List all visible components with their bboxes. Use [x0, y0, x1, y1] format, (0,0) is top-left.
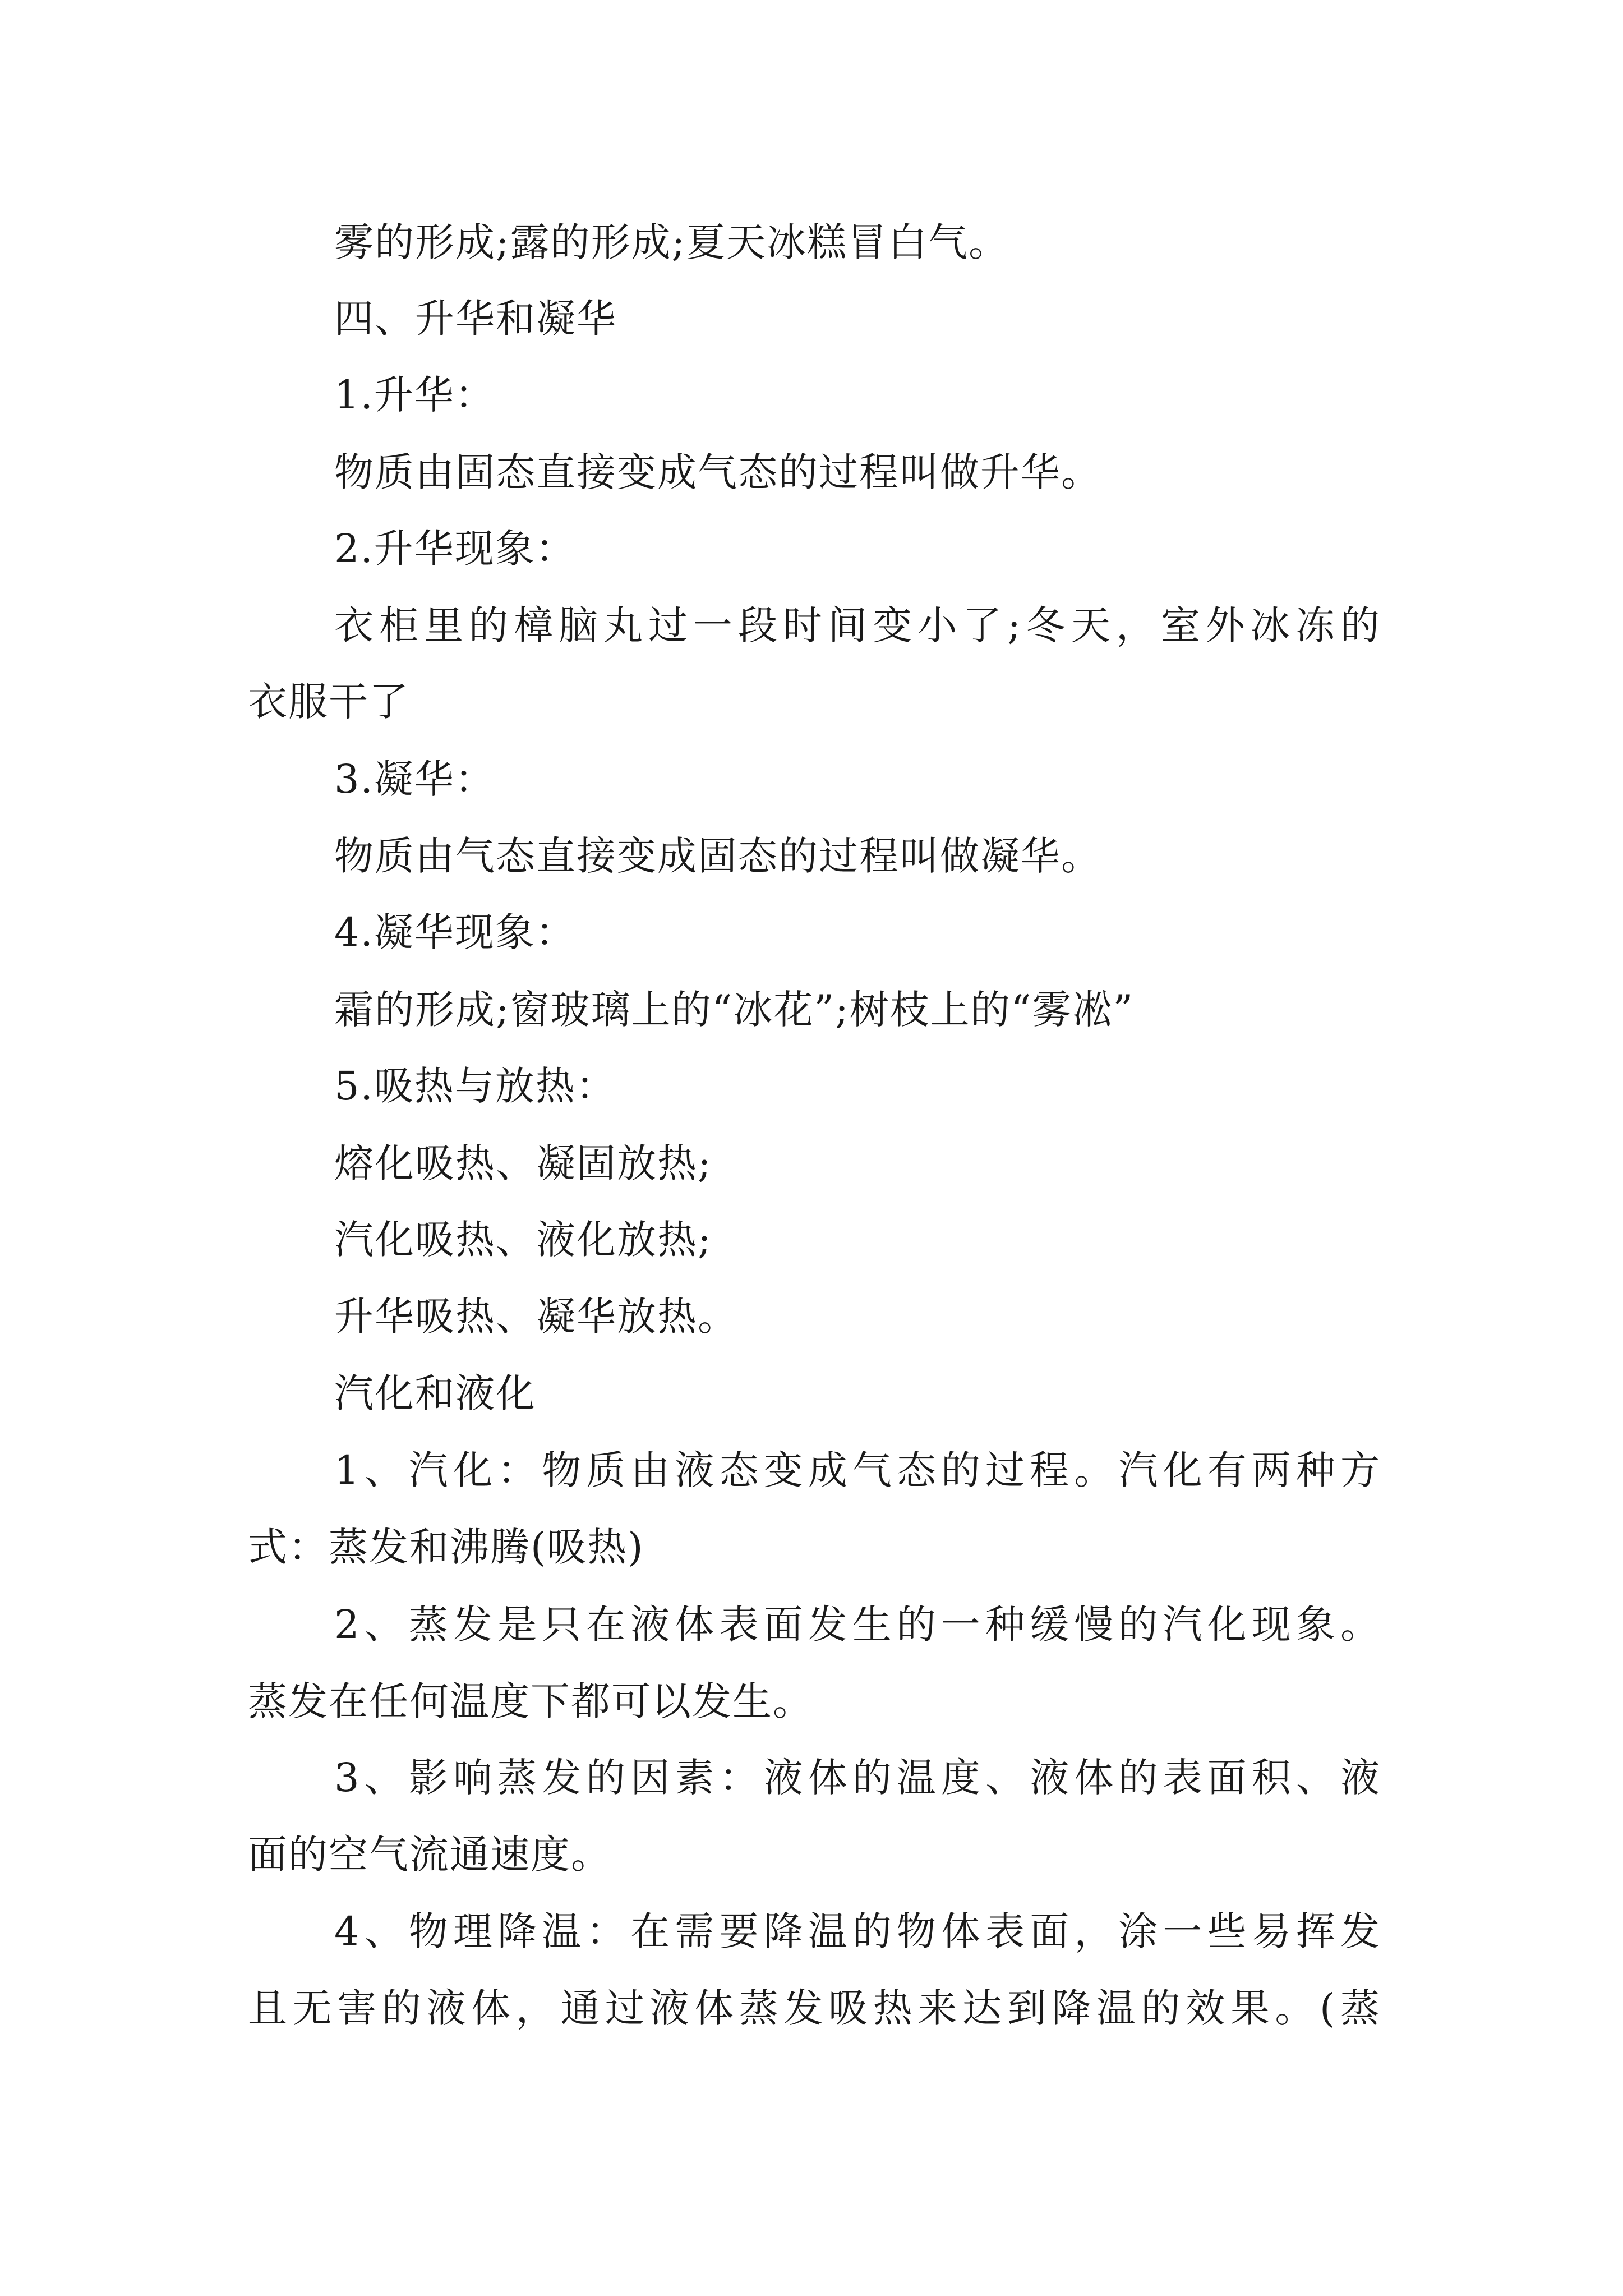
text-line: 霜的形成;窗玻璃上的“冰花”;树枝上的“雾凇” — [334, 987, 1135, 1033]
text-line: 衣服干了 — [248, 679, 409, 725]
text-line: 式：蒸发和沸腾(吸热) — [248, 1524, 644, 1570]
text-line: 3、影响蒸发的因素：液体的温度、液体的表面积、液 — [334, 1755, 1381, 1801]
section-heading: 四、升华和凝华 — [334, 296, 617, 342]
subheading: 3.凝华： — [334, 756, 495, 802]
text-line: 蒸发在任何温度下都可以发生。 — [248, 1678, 813, 1724]
text-line: 2、蒸发是只在液体表面发生的一种缓慢的汽化现象。 — [334, 1602, 1381, 1648]
text-line: 物质由气态直接变成固态的过程叫做凝华。 — [334, 833, 1101, 879]
text-line: 衣柜里的樟脑丸过一段时间变小了;冬天，室外冰冻的 — [334, 602, 1381, 648]
subheading: 1.升华： — [334, 372, 495, 418]
subheading: 4.凝华现象： — [334, 909, 576, 955]
text-line: 1、汽化：物质由液态变成气态的过程。汽化有两种方 — [334, 1447, 1381, 1493]
text-line: 汽化吸热、液化放热; — [334, 1217, 712, 1263]
text-line: 且无害的液体，通过液体蒸发吸热来达到降温的效果。(蒸 — [248, 1985, 1381, 2031]
section-heading: 汽化和液化 — [334, 1370, 536, 1416]
text-line: 4、物理降温：在需要降温的物体表面，涂一些易挥发 — [334, 1908, 1381, 1954]
subheading: 5.吸热与放热： — [334, 1063, 616, 1109]
text-line: 熔化吸热、凝固放热; — [334, 1140, 712, 1186]
text-line: 面的空气流通速度。 — [248, 1832, 611, 1878]
text-line: 升华吸热、凝华放热。 — [334, 1294, 738, 1340]
text-line: 雾的形成;露的形成;夏天冰糕冒白气。 — [334, 219, 1009, 265]
subheading: 2.升华现象： — [334, 526, 576, 572]
text-line: 物质由固态直接变成气态的过程叫做升华。 — [334, 449, 1101, 495]
